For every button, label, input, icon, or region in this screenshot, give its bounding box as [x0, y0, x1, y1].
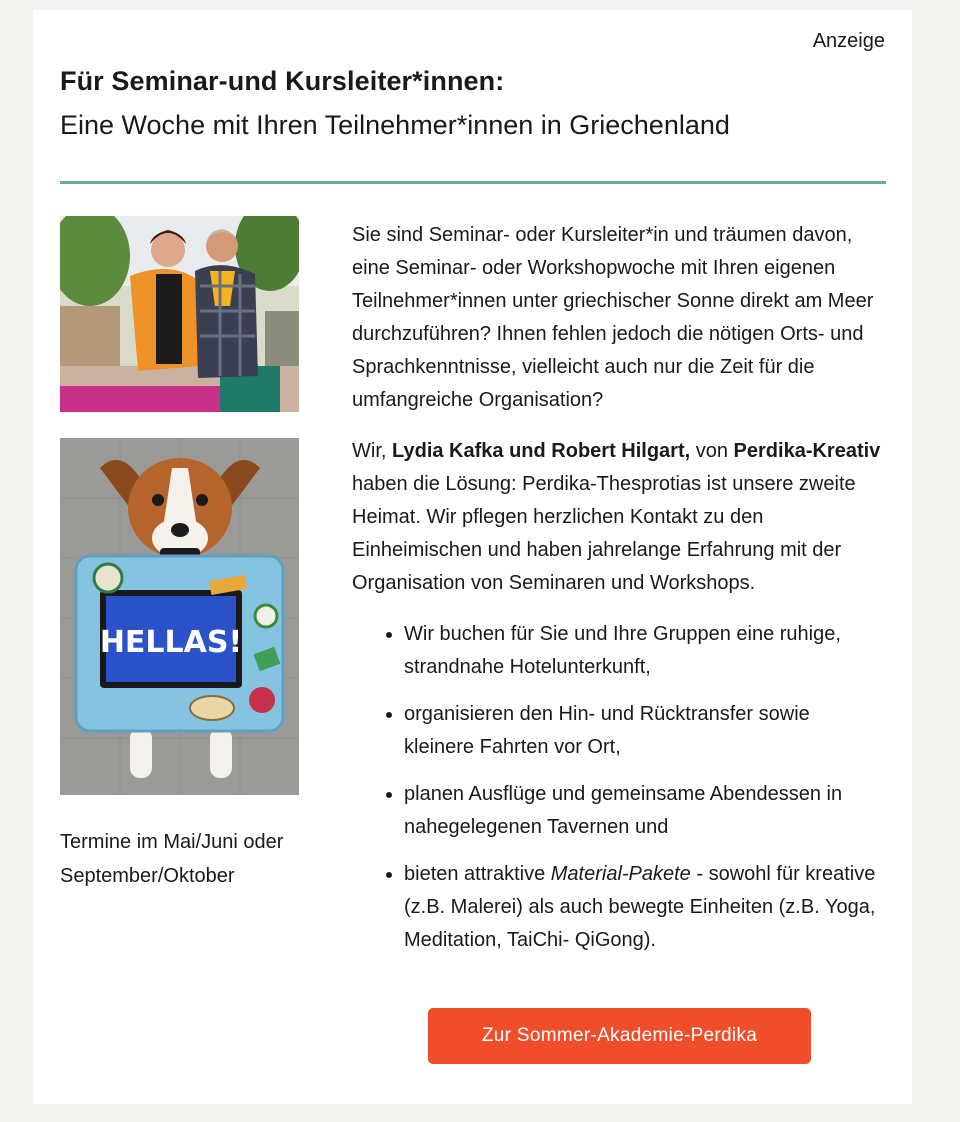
intro-paragraph: Sie sind Seminar- oder Kursleiter*in und träumen davon, eine Seminar- oder Workshopwoche mit Ihren eigenen Teilnehmer*innen unter griechischer Sonne direkt am Meer durchzuführen? Ihnen fehlen jedoch die nötigen Orts- und Sprachkenntnisse, vielleicht auch nur die Zeit für die umfangreiche Organisation? [352, 224, 874, 411]
offer-paragraph [352, 435, 882, 600]
list-item: • organisieren den Hin- und Rücktransfer sowie kleinere Fahrten vor Ort, [404, 698, 882, 764]
list-item: • planen Ausflüge und gemeinsame Abendessen in nahegelegenen Tavernen und [404, 778, 882, 844]
ad-title: Für Seminar-und Kursleiter*innen: [60, 66, 505, 96]
list-item [404, 858, 882, 957]
list-item: • Wir buchen für Sie und Ihre Gruppen eine ruhige, strandnahe Hotelunterkunft, [404, 618, 882, 684]
dog-suitcase-photo [60, 438, 299, 795]
cta-button[interactable]: Zur Sommer-Akademie-Perdika [428, 1008, 811, 1064]
offer-mid: von [690, 440, 734, 462]
divider [60, 181, 886, 184]
ad-subtitle: Eine Woche mit Ihren Teilnehmer*innen in Griechenland [60, 110, 730, 140]
list-item-suffix: - sowohl für kreative (z.B. Malerei) als auch bewegte Einheiten (z.B. Yoga, Meditation, TaiChi- QiGong). [404, 863, 876, 951]
ad-card [33, 10, 912, 1104]
offer-prefix: Wir, [352, 440, 392, 462]
offer-suffix: haben die Lösung: Perdika-Thesprotias ist unsere zweite Heimat. Wir pflegen herzlichen Kontakt zu den Einheimischen und haben jahrelange Erfahrung mit der Organisation von Seminaren und Workshops. [352, 473, 856, 594]
body-text [352, 219, 882, 971]
hellas-sign-text: HELLAS! [99, 625, 243, 660]
couple-photo [60, 216, 299, 412]
dates-text: Termine im Mai/Juni oder September/Oktober [60, 831, 284, 887]
list-item-prefix: bieten attraktive [404, 863, 551, 885]
list-item-emphasis: Material-Pakete [550, 863, 691, 885]
offer-names: Lydia Kafka und Robert Hilgart, [392, 440, 691, 462]
ad-label: Anzeige [812, 30, 885, 52]
offer-company: Perdika-Kreativ [733, 440, 881, 462]
services-list [352, 618, 882, 957]
